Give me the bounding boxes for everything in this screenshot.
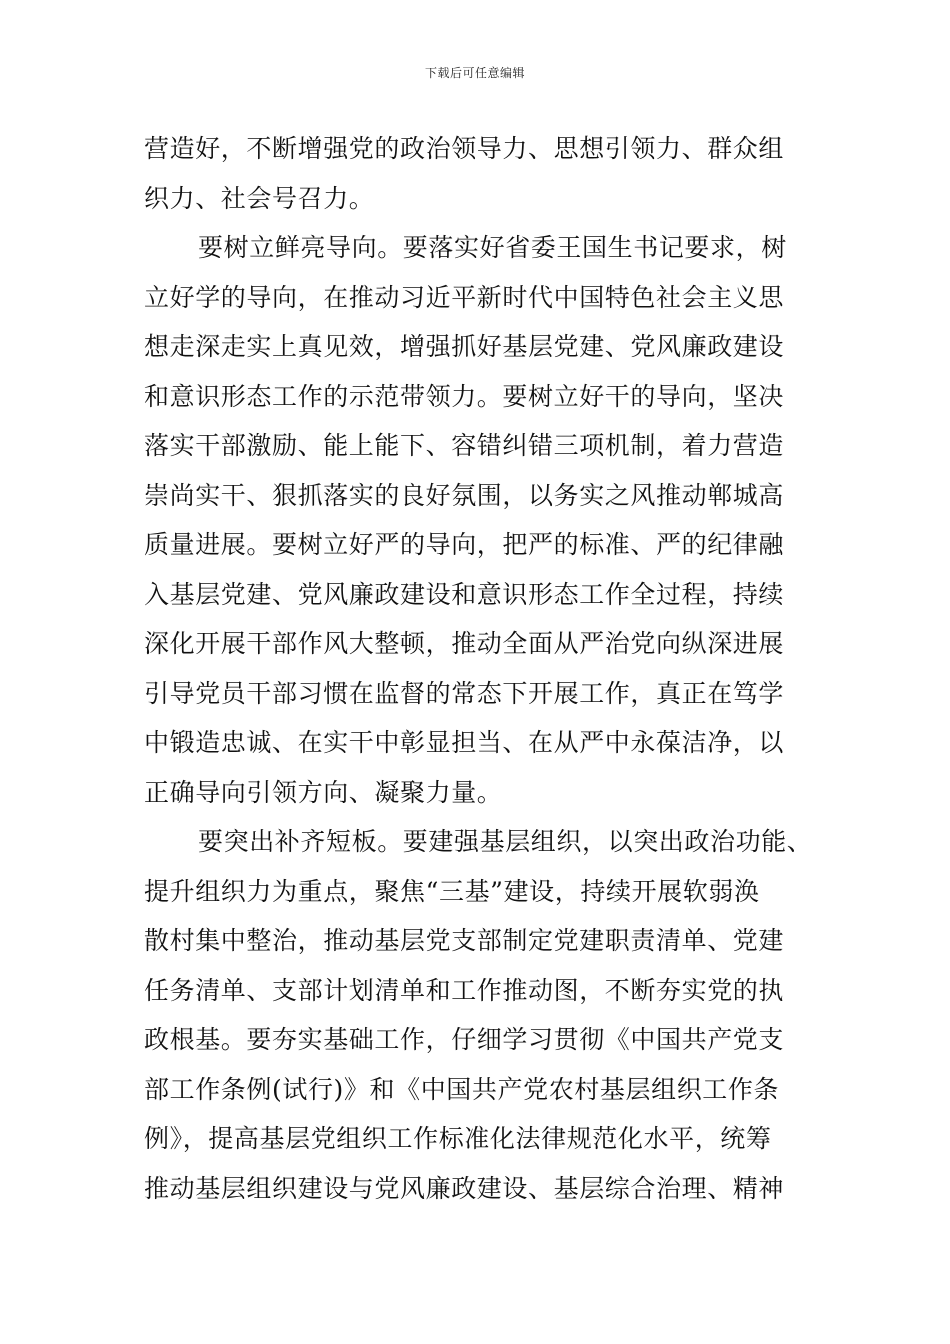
text-line: 入基层党建、党风廉政建设和意识形态工作全过程，持续 xyxy=(144,579,785,609)
text-line: 部工作条例(试行)》和《中国共产党农村基层组织工作条 xyxy=(144,1074,780,1104)
text-line: 落实干部激励、能上能下、容错纠错三项机制，着力营造 xyxy=(144,431,785,460)
text-line: 中锻造忠诚、在实干中彰显担当、在从严中永葆洁净，以 xyxy=(144,728,785,757)
text-line: 例》，提高基层党组织工作标准化法律规范化水平，统筹 xyxy=(144,1124,772,1153)
document-body xyxy=(144,124,814,1213)
text-line: 想走深走实上真见效，增强抓好基层党建、党风廉政建设 xyxy=(144,332,785,361)
text-line: 深化开展干部作风大整顿，推动全面从严治党向纵深进展 xyxy=(144,629,785,658)
text-line: 和意识形态工作的示范带领力。要树立好干的导向，坚决 xyxy=(144,381,785,411)
text-line: 织力、社会号召力。 xyxy=(144,183,375,213)
text-line: 营造好，不断增强党的政治领导力、思想引领力、群众组 xyxy=(144,134,785,163)
text-line: 正确导向引领方向、凝聚力量。 xyxy=(144,777,503,807)
text-line: 崇尚实干、狠抓落实的良好氛围，以务实之风推动郸城高 xyxy=(144,480,785,510)
text-line: 质量进展。要树立好严的导向，把严的标准、严的纪律融 xyxy=(144,530,785,559)
text-line: 提升组织力为重点，聚焦“三基”建设，持续开展软弱涣 xyxy=(144,876,760,906)
page-header: 下载后可任意编辑 xyxy=(424,66,525,80)
text-line: 政根基。要夯实基础工作，仔细学习贯彻《中国共产党支 xyxy=(144,1025,785,1054)
text-line: 要树立鲜亮导向。要落实好省委王国生书记要求，树 xyxy=(198,233,787,262)
text-line: 要突出补齐短板。要建强基层组织，以突出政治功能、 xyxy=(198,827,813,856)
text-line: 散村集中整治，推动基层党支部制定党建职责清单、党建 xyxy=(144,926,785,955)
text-line: 任务清单、支部计划清单和工作推动图，不断夯实党的执 xyxy=(144,975,785,1005)
text-line: 立好学的导向，在推动习近平新时代中国特色社会主义思 xyxy=(144,282,785,312)
text-line: 推动基层组织建设与党风廉政建设、基层综合治理、精神 xyxy=(144,1173,785,1203)
text-line: 引导党员干部习惯在监督的常态下开展工作，真正在笃学 xyxy=(144,678,785,708)
